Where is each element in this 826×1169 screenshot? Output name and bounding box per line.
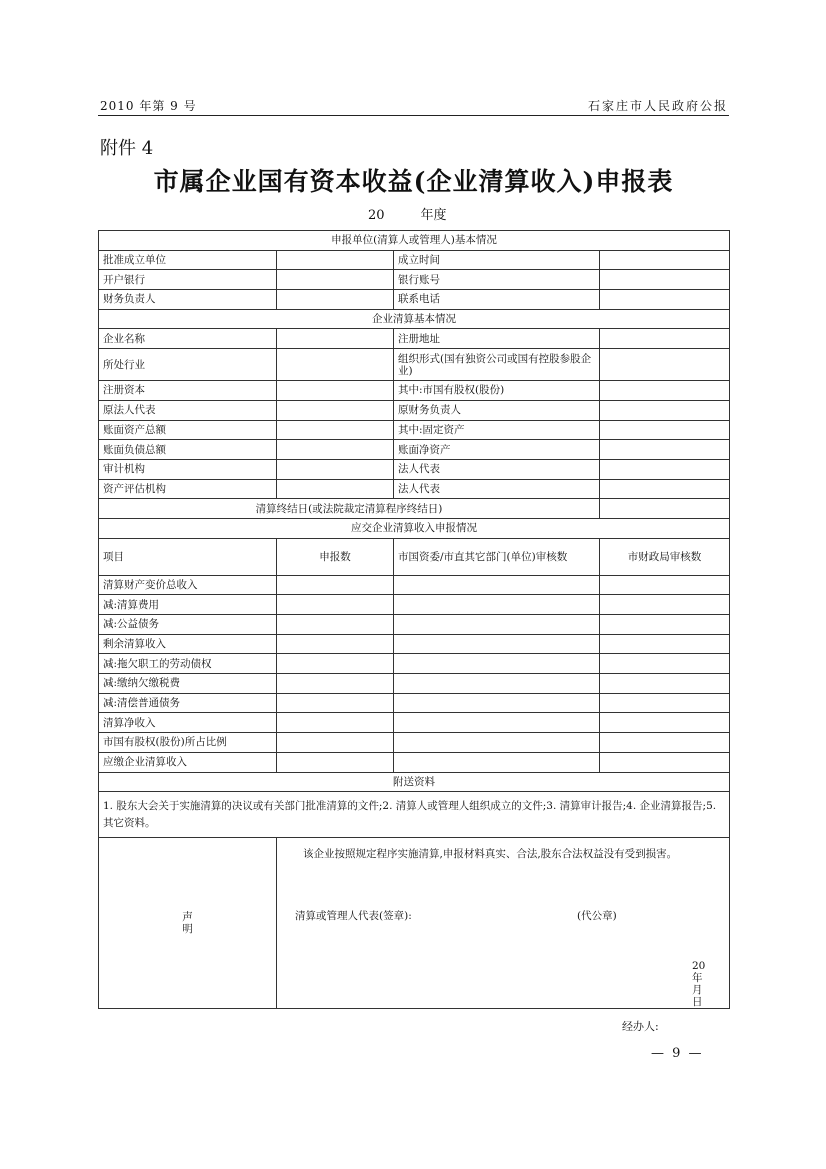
form-row	[99, 420, 730, 440]
column-header-declared: 申报数	[277, 538, 394, 575]
declaration-statement: 该企业按照规定程序实施清算,申报材料真实、合法,股东合法权益没有受到损害。	[303, 848, 678, 861]
field-label: 成立时间	[394, 250, 600, 270]
field-label: 财务负责人	[99, 290, 277, 310]
income-item-label: 清算财产变价总收入	[99, 575, 277, 595]
field-label: 账面资产总额	[99, 420, 277, 440]
signature-label[interactable]: 清算或管理人代表(签章):	[295, 910, 412, 923]
section-liquidation-info: 企业清算基本情况	[99, 309, 730, 329]
publication-title: 石家庄市人民政府公报	[587, 99, 728, 113]
field-label: 资产评估机构	[99, 479, 277, 499]
field-label: 批准成立单位	[99, 250, 277, 270]
handler-label: 经办人:	[622, 1020, 659, 1033]
field-value[interactable]	[277, 290, 394, 310]
field-value[interactable]	[277, 250, 394, 270]
date-day: 日	[692, 996, 703, 1009]
income-row	[99, 615, 730, 635]
declaration-date[interactable]	[692, 960, 730, 1008]
income-row	[99, 595, 730, 615]
income-item-label: 减:公益债务	[99, 615, 277, 635]
date-month: 月	[692, 984, 703, 997]
finance-review-value[interactable]	[600, 752, 730, 772]
field-label: 法人代表	[394, 479, 600, 499]
section-income-info: 应交企业清算收入申报情况	[99, 518, 730, 538]
section-row	[99, 772, 730, 792]
form-row	[99, 400, 730, 420]
declaration-row	[99, 838, 730, 1009]
form-row	[99, 440, 730, 460]
income-row	[99, 654, 730, 674]
field-label: 审计机构	[99, 459, 277, 479]
income-item-label: 减:拖欠职工的劳动债权	[99, 654, 277, 674]
end-date-label: 清算终结日(或法院裁定清算程序终结日)	[99, 499, 600, 519]
form-row	[99, 329, 730, 349]
income-item-label: 市国有股权(股份)所占比例	[99, 733, 277, 753]
finance-review-value[interactable]	[600, 595, 730, 615]
section-attachments: 附送资料	[99, 772, 730, 792]
page-title: 市属企业国有资本收益(企业清算收入)申报表	[153, 167, 674, 196]
income-row	[99, 733, 730, 753]
sasac-review-value[interactable]	[394, 634, 600, 654]
field-value[interactable]	[600, 270, 730, 290]
field-value[interactable]	[277, 459, 394, 479]
field-label: 开户银行	[99, 270, 277, 290]
sasac-review-value[interactable]	[394, 713, 600, 733]
income-item-label: 应缴企业清算收入	[99, 752, 277, 772]
form-row	[99, 290, 730, 310]
finance-review-value[interactable]	[600, 575, 730, 595]
date-prefix: 20	[692, 960, 706, 973]
field-value[interactable]	[600, 459, 730, 479]
form-row	[99, 250, 730, 270]
form-row	[99, 349, 730, 381]
date-year: 年	[692, 972, 703, 985]
field-value[interactable]	[600, 440, 730, 460]
form-row	[99, 381, 730, 401]
field-label: 法人代表	[394, 459, 600, 479]
finance-review-value[interactable]	[600, 615, 730, 635]
column-header-item: 项目	[99, 538, 277, 575]
column-header-finance-review: 市财政局审核数	[600, 538, 730, 575]
income-item-label: 减:清算费用	[99, 595, 277, 615]
field-value[interactable]	[600, 381, 730, 401]
sasac-review-value[interactable]	[394, 752, 600, 772]
field-label: 其中:固定资产	[394, 420, 600, 440]
income-row	[99, 674, 730, 694]
declaration-body	[277, 838, 730, 1009]
field-value[interactable]	[600, 479, 730, 499]
declared-value[interactable]	[277, 634, 394, 654]
field-label: 账面净资产	[394, 440, 600, 460]
field-value[interactable]	[600, 400, 730, 420]
declaration-label-bottom: 明	[182, 923, 193, 936]
income-item-label: 减:缴纳欠缴税费	[99, 674, 277, 694]
field-label: 联系电话	[394, 290, 600, 310]
annex-label: 附件 4	[100, 138, 154, 159]
field-value[interactable]	[277, 329, 394, 349]
field-value[interactable]	[600, 329, 730, 349]
finance-review-value[interactable]	[600, 693, 730, 713]
section-row	[99, 309, 730, 329]
sasac-review-value[interactable]	[394, 693, 600, 713]
sasac-review-value[interactable]	[394, 654, 600, 674]
income-item-label: 剩余清算收入	[99, 634, 277, 654]
field-value[interactable]	[277, 440, 394, 460]
finance-review-value[interactable]	[600, 713, 730, 733]
field-label: 账面负债总额	[99, 440, 277, 460]
field-label: 原法人代表	[99, 400, 277, 420]
field-label: 其中:市国有股权(股份)	[394, 381, 600, 401]
attachments-text: 1. 股东大会关于实施清算的决议或有关部门批准清算的文件;2. 清算人或管理人组织成立的文件;3. 清算审计报告;4. 企业清算报告;5. 其它资料。	[99, 792, 730, 838]
field-value[interactable]	[277, 420, 394, 440]
year-line	[368, 204, 447, 223]
sasac-review-value[interactable]	[394, 575, 600, 595]
sasac-review-value[interactable]	[394, 733, 600, 753]
field-value[interactable]	[600, 420, 730, 440]
sasac-review-value[interactable]	[394, 674, 600, 694]
column-header-sasac-review: 市国资委/市直其它部门(单位)审核数	[394, 538, 600, 575]
income-row	[99, 693, 730, 713]
income-row	[99, 713, 730, 733]
attachments-row	[99, 792, 730, 838]
field-value[interactable]	[600, 290, 730, 310]
issue-label: 2010 年第 9 号	[100, 99, 197, 113]
finance-review-value[interactable]	[600, 733, 730, 753]
year-prefix: 20	[368, 208, 385, 223]
header-divider	[98, 115, 729, 116]
field-label: 所处行业	[99, 349, 277, 381]
field-value[interactable]	[277, 479, 394, 499]
year-suffix: 年度	[420, 208, 447, 223]
field-value[interactable]	[277, 381, 394, 401]
income-row	[99, 575, 730, 595]
field-label: 组织形式(国有独资公司或国有控股参股企业)	[394, 349, 600, 381]
declaration-form-table	[98, 230, 730, 1009]
end-date-row	[99, 499, 730, 519]
sasac-review-value[interactable]	[394, 615, 600, 635]
form-row	[99, 479, 730, 499]
field-label: 原财务负责人	[394, 400, 600, 420]
form-row	[99, 270, 730, 290]
page-number: — 9 —	[651, 1046, 704, 1061]
declared-value[interactable]	[277, 713, 394, 733]
declared-value[interactable]	[277, 752, 394, 772]
income-header-row	[99, 538, 730, 575]
declaration-label	[99, 838, 277, 1009]
income-item-label: 清算净收入	[99, 713, 277, 733]
declared-value[interactable]	[277, 654, 394, 674]
income-row	[99, 752, 730, 772]
section-row	[99, 518, 730, 538]
field-value[interactable]	[600, 349, 730, 381]
declared-value[interactable]	[277, 693, 394, 713]
seal-label: (代公章)	[577, 910, 617, 923]
end-date-value[interactable]	[600, 499, 730, 519]
field-label: 企业名称	[99, 329, 277, 349]
declared-value[interactable]	[277, 615, 394, 635]
declared-value[interactable]	[277, 674, 394, 694]
field-value[interactable]	[277, 349, 394, 381]
form-row	[99, 459, 730, 479]
income-item-label: 减:清偿普通债务	[99, 693, 277, 713]
finance-review-value[interactable]	[600, 634, 730, 654]
field-label: 注册资本	[99, 381, 277, 401]
finance-review-value[interactable]	[600, 654, 730, 674]
finance-review-value[interactable]	[600, 674, 730, 694]
field-label: 银行账号	[394, 270, 600, 290]
field-label: 注册地址	[394, 329, 600, 349]
field-value[interactable]	[600, 250, 730, 270]
sasac-review-value[interactable]	[394, 595, 600, 615]
field-value[interactable]	[277, 400, 394, 420]
declared-value[interactable]	[277, 595, 394, 615]
field-value[interactable]	[277, 270, 394, 290]
section-basic-info: 申报单位(清算人或管理人)基本情况	[99, 231, 730, 251]
declared-value[interactable]	[277, 733, 394, 753]
declared-value[interactable]	[277, 575, 394, 595]
declaration-label-top: 声	[182, 911, 193, 924]
income-row	[99, 634, 730, 654]
